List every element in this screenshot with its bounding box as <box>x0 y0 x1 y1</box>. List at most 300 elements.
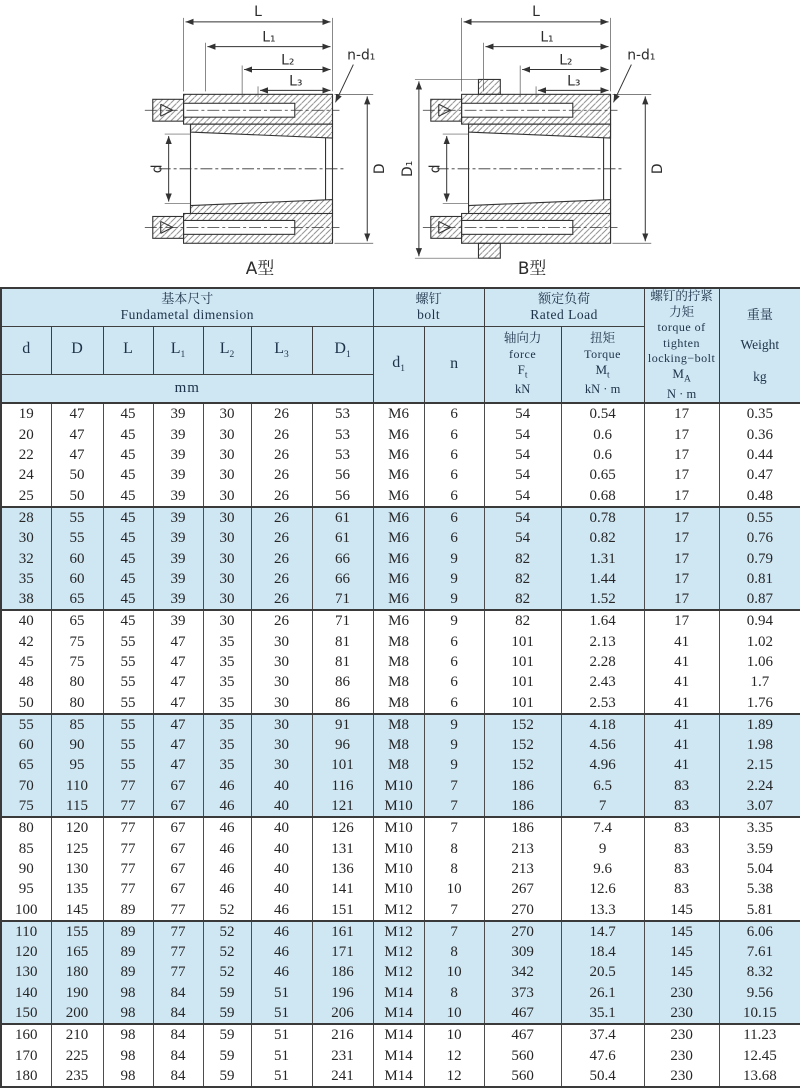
cell: 560 <box>484 1066 561 1087</box>
cell: 2.24 <box>719 776 800 796</box>
cell: 9 <box>424 569 484 589</box>
cell: 42 <box>1 632 51 652</box>
cell: 35 <box>1 569 51 589</box>
cell: 19 <box>1 403 51 424</box>
cell: 86 <box>312 693 373 714</box>
dim-label-D: D <box>650 163 667 175</box>
cell: 30 <box>203 403 251 424</box>
cell: 98 <box>103 1066 153 1087</box>
cell: 53 <box>312 403 373 424</box>
row-group <box>1 1024 800 1087</box>
cell: 66 <box>312 569 373 589</box>
cell: 89 <box>103 900 153 921</box>
cell: 0.55 <box>719 507 800 528</box>
cell: 0.6 <box>561 445 644 465</box>
cell: 130 <box>1 962 51 982</box>
header-basic-dimension: 基本尺寸 Fundametal dimension <box>1 288 373 326</box>
cell: 6 <box>424 465 484 485</box>
cell: 4.56 <box>561 735 644 755</box>
table-row <box>1 425 800 445</box>
cell: 61 <box>312 507 373 528</box>
cell: 7 <box>424 900 484 921</box>
table-row <box>1 652 800 672</box>
cell: 7.4 <box>561 817 644 838</box>
cell: 80 <box>1 817 51 838</box>
table-row <box>1 839 800 859</box>
cell: 47 <box>153 652 203 672</box>
cell: 67 <box>153 859 203 879</box>
cell: 67 <box>153 817 203 838</box>
cell: 51 <box>251 1066 312 1087</box>
cell: 141 <box>312 879 373 899</box>
cell: 46 <box>251 962 312 982</box>
cell: 47 <box>153 735 203 755</box>
cell: 145 <box>644 900 719 921</box>
cell: 89 <box>103 921 153 942</box>
cell: 101 <box>312 755 373 775</box>
cell: 91 <box>312 714 373 735</box>
cell: 77 <box>153 921 203 942</box>
cell: 30 <box>203 425 251 445</box>
cell: 0.68 <box>561 486 644 507</box>
cell: 55 <box>103 714 153 735</box>
cell: 45 <box>103 528 153 548</box>
cell: 40 <box>251 796 312 817</box>
cell: 50.4 <box>561 1066 644 1087</box>
cell: 190 <box>51 983 103 1003</box>
cell: 6.06 <box>719 921 800 942</box>
cell: 41 <box>644 652 719 672</box>
cell: 18.4 <box>561 942 644 962</box>
caption-type-b: B型 <box>517 258 547 279</box>
cell: 46 <box>251 942 312 962</box>
cell: 30 <box>251 735 312 755</box>
cell: 82 <box>484 610 561 631</box>
cell: 47 <box>153 693 203 714</box>
cell: 51 <box>251 1046 312 1066</box>
cell: 1.31 <box>561 549 644 569</box>
cell: 230 <box>644 1066 719 1087</box>
cell: 7 <box>424 796 484 817</box>
table-row <box>1 942 800 962</box>
cell: 96 <box>312 735 373 755</box>
cell: 9 <box>424 755 484 775</box>
cell: 0.47 <box>719 465 800 485</box>
cell: 230 <box>644 1003 719 1024</box>
cell: 45 <box>103 403 153 424</box>
cell: 55 <box>51 507 103 528</box>
cell: 53 <box>312 445 373 465</box>
table-row <box>1 900 800 921</box>
cell: 136 <box>312 859 373 879</box>
cell: 52 <box>203 921 251 942</box>
cell: M8 <box>373 693 424 714</box>
cell: 35.1 <box>561 1003 644 1024</box>
cell: 45 <box>103 549 153 569</box>
cell: M10 <box>373 796 424 817</box>
cell: 1.44 <box>561 569 644 589</box>
table-header <box>1 288 800 403</box>
header-unit-mm: mm <box>1 375 373 404</box>
cell: 75 <box>51 632 103 652</box>
cell: 39 <box>153 569 203 589</box>
cell: 17 <box>644 445 719 465</box>
cell: 186 <box>312 962 373 982</box>
cell: 80 <box>51 693 103 714</box>
header-weight: 重量 Weight kg <box>719 288 800 403</box>
cell: 35 <box>203 652 251 672</box>
cell: 47 <box>153 632 203 652</box>
cell: 10 <box>424 1003 484 1024</box>
cell: 41 <box>644 755 719 775</box>
cell: 35 <box>203 672 251 692</box>
cell: 89 <box>103 962 153 982</box>
cell: M8 <box>373 714 424 735</box>
cell: 235 <box>51 1066 103 1087</box>
cell: 54 <box>484 445 561 465</box>
cell: 17 <box>644 425 719 445</box>
table-row <box>1 879 800 899</box>
cell: 120 <box>51 817 103 838</box>
table-row <box>1 672 800 692</box>
cell: 1.76 <box>719 693 800 714</box>
cell: 56 <box>312 465 373 485</box>
cell: M10 <box>373 776 424 796</box>
cell: 55 <box>103 672 153 692</box>
cell: 11.23 <box>719 1024 800 1045</box>
cell: M14 <box>373 983 424 1003</box>
cell: 171 <box>312 942 373 962</box>
technical-drawings <box>0 0 800 287</box>
cell: M8 <box>373 652 424 672</box>
cell: 20.5 <box>561 962 644 982</box>
dim-label-d: d <box>149 164 166 174</box>
cell: 7 <box>424 817 484 838</box>
flange-tab-bottom <box>478 243 500 258</box>
cell: 25 <box>1 486 51 507</box>
cell: 9.56 <box>719 983 800 1003</box>
cell: 0.44 <box>719 445 800 465</box>
cell: 50 <box>1 693 51 714</box>
cell: M14 <box>373 1003 424 1024</box>
cell: M8 <box>373 755 424 775</box>
cell: 0.36 <box>719 425 800 445</box>
cell: 10 <box>424 962 484 982</box>
cell: M10 <box>373 839 424 859</box>
cell: 41 <box>644 632 719 652</box>
cell: 67 <box>153 879 203 899</box>
cell: 12 <box>424 1066 484 1087</box>
cell: 101 <box>484 693 561 714</box>
cell: 52 <box>203 942 251 962</box>
cell: 30 <box>251 632 312 652</box>
cell: 10 <box>424 1024 484 1045</box>
cell: 30 <box>203 528 251 548</box>
cell: 231 <box>312 1046 373 1066</box>
table-row <box>1 549 800 569</box>
table-row <box>1 776 800 796</box>
cell: 9 <box>424 549 484 569</box>
cell: 59 <box>203 1046 251 1066</box>
cell: 150 <box>1 1003 51 1024</box>
cell: 10.15 <box>719 1003 800 1024</box>
cell: M12 <box>373 942 424 962</box>
cell: 59 <box>203 1003 251 1024</box>
cell: 41 <box>644 714 719 735</box>
cell: 9 <box>424 610 484 631</box>
cell: 115 <box>51 796 103 817</box>
cell: 6 <box>424 425 484 445</box>
cell: 71 <box>312 589 373 610</box>
cell: 65 <box>51 589 103 610</box>
cell: 77 <box>103 859 153 879</box>
cell: 55 <box>103 632 153 652</box>
cell: 4.18 <box>561 714 644 735</box>
cell: 145 <box>644 962 719 982</box>
cell: 45 <box>1 652 51 672</box>
cell: M14 <box>373 1046 424 1066</box>
cell: 67 <box>153 796 203 817</box>
flange-tab-top <box>478 79 500 94</box>
row-group <box>1 507 800 610</box>
dim-label-L3: L₃ <box>567 73 581 90</box>
cell: 26 <box>251 528 312 548</box>
cell: 210 <box>51 1024 103 1045</box>
cell: M14 <box>373 1066 424 1087</box>
cell: 467 <box>484 1003 561 1024</box>
cell: 12.6 <box>561 879 644 899</box>
cell: 373 <box>484 983 561 1003</box>
table-row <box>1 755 800 775</box>
cell: M6 <box>373 549 424 569</box>
table-row <box>1 921 800 942</box>
cell: 3.35 <box>719 817 800 838</box>
cell: 0.6 <box>561 425 644 445</box>
cell: 0.94 <box>719 610 800 631</box>
cell: 77 <box>103 839 153 859</box>
cell: M6 <box>373 528 424 548</box>
cell: 55 <box>103 652 153 672</box>
cell: 155 <box>51 921 103 942</box>
cell: 55 <box>1 714 51 735</box>
cell: 45 <box>103 465 153 485</box>
cell: 54 <box>484 486 561 507</box>
cell: 47 <box>153 672 203 692</box>
cell: 90 <box>51 735 103 755</box>
cell: M10 <box>373 817 424 838</box>
cell: 0.78 <box>561 507 644 528</box>
cell: 47 <box>51 445 103 465</box>
cell: 83 <box>644 776 719 796</box>
cell: 186 <box>484 817 561 838</box>
caption-type-a: A型 <box>245 258 275 279</box>
row-group <box>1 610 800 713</box>
cell: 70 <box>1 776 51 796</box>
cell: 82 <box>484 569 561 589</box>
cell: 9 <box>424 735 484 755</box>
cell: 26 <box>251 549 312 569</box>
cell: 145 <box>644 942 719 962</box>
cell: 7 <box>561 796 644 817</box>
cell: M12 <box>373 900 424 921</box>
cell: 6 <box>424 652 484 672</box>
cell: 40 <box>251 879 312 899</box>
cell: 39 <box>153 549 203 569</box>
cell: 30 <box>203 465 251 485</box>
cell: 86 <box>312 672 373 692</box>
cell: 83 <box>644 796 719 817</box>
header-col-D1: $D_1$ <box>312 326 373 375</box>
cell: M12 <box>373 962 424 982</box>
table-row <box>1 610 800 631</box>
table-row <box>1 445 800 465</box>
cell: 54 <box>484 403 561 424</box>
cell: 39 <box>153 486 203 507</box>
cell: 89 <box>103 942 153 962</box>
table-row <box>1 632 800 652</box>
cell: 6 <box>424 693 484 714</box>
header-tighten-torque: 螺钉的拧紧 力矩 torque of tighten locking−bolt $M_A$ N · m <box>644 288 719 403</box>
cell: 152 <box>484 755 561 775</box>
cell: 30 <box>251 755 312 775</box>
table-row <box>1 403 800 424</box>
cell: 48 <box>1 672 51 692</box>
cell: 39 <box>153 403 203 424</box>
cell: 135 <box>51 879 103 899</box>
cell: 152 <box>484 714 561 735</box>
cell: 213 <box>484 859 561 879</box>
cell: 54 <box>484 425 561 445</box>
cell: 67 <box>153 776 203 796</box>
header-col-L3: $L_3$ <box>251 326 312 375</box>
cell: 8 <box>424 859 484 879</box>
cell: 26 <box>251 569 312 589</box>
cell: 0.81 <box>719 569 800 589</box>
cell: 30 <box>251 714 312 735</box>
cell: 230 <box>644 1024 719 1045</box>
cell: 46 <box>203 859 251 879</box>
drawing-type-a <box>128 2 394 283</box>
cell: 45 <box>103 507 153 528</box>
cell: 26 <box>251 403 312 424</box>
cell: 30 <box>203 589 251 610</box>
cell: 560 <box>484 1046 561 1066</box>
cell: 145 <box>644 921 719 942</box>
cell: 131 <box>312 839 373 859</box>
cell: 26 <box>251 445 312 465</box>
cell: M14 <box>373 1024 424 1045</box>
cell: 4.96 <box>561 755 644 775</box>
table-row <box>1 465 800 485</box>
cell: 30 <box>203 549 251 569</box>
cell: 3.59 <box>719 839 800 859</box>
cell: 30 <box>203 507 251 528</box>
cell: 196 <box>312 983 373 1003</box>
cell: 17 <box>644 486 719 507</box>
cell: 53 <box>312 425 373 445</box>
cell: 26 <box>251 507 312 528</box>
cell: 1.52 <box>561 589 644 610</box>
cell: 46 <box>203 839 251 859</box>
cell: 1.7 <box>719 672 800 692</box>
cell: 46 <box>203 879 251 899</box>
cell: 26 <box>251 425 312 445</box>
cell: 98 <box>103 1003 153 1024</box>
cell: 1.02 <box>719 632 800 652</box>
cell: 7 <box>424 776 484 796</box>
cell: 45 <box>103 589 153 610</box>
cell: 30 <box>203 569 251 589</box>
cell: 84 <box>153 1024 203 1045</box>
table-row <box>1 1003 800 1024</box>
cell: 170 <box>1 1046 51 1066</box>
cell: 77 <box>103 796 153 817</box>
cell: 0.48 <box>719 486 800 507</box>
cell: 101 <box>484 632 561 652</box>
cell: M8 <box>373 672 424 692</box>
cell: 95 <box>1 879 51 899</box>
cell: M10 <box>373 859 424 879</box>
cell: 2.53 <box>561 693 644 714</box>
header-bolt: 螺钉 bolt <box>373 288 484 326</box>
cell: 151 <box>312 900 373 921</box>
cell: 51 <box>251 1024 312 1045</box>
cell: 0.87 <box>719 589 800 610</box>
dim-label-L3: L₃ <box>289 73 303 90</box>
table-row <box>1 817 800 838</box>
cell: 9.6 <box>561 859 644 879</box>
cell: 41 <box>644 735 719 755</box>
cell: 6 <box>424 486 484 507</box>
cell: 7.61 <box>719 942 800 962</box>
cell: 54 <box>484 465 561 485</box>
cell: 140 <box>1 983 51 1003</box>
cell: 77 <box>153 962 203 982</box>
cell: 180 <box>1 1066 51 1087</box>
cell: 126 <box>312 817 373 838</box>
cell: 230 <box>644 1046 719 1066</box>
cell: 120 <box>1 942 51 962</box>
table-row <box>1 714 800 735</box>
cell: 40 <box>1 610 51 631</box>
dim-label-L2: L₂ <box>281 52 295 69</box>
cell: 35 <box>203 632 251 652</box>
cell: 17 <box>644 528 719 548</box>
cell: 9 <box>561 839 644 859</box>
header-col-n: n <box>424 326 484 403</box>
cell: 342 <box>484 962 561 982</box>
cell: 17 <box>644 589 719 610</box>
cell: 6 <box>424 672 484 692</box>
cell: 90 <box>1 859 51 879</box>
cell: 75 <box>51 652 103 672</box>
cell: 7 <box>424 921 484 942</box>
cell: 10 <box>424 879 484 899</box>
cell: 160 <box>1 1024 51 1045</box>
cell: 85 <box>1 839 51 859</box>
cell: 46 <box>203 776 251 796</box>
cell: 17 <box>644 403 719 424</box>
cell: 30 <box>251 693 312 714</box>
cell: 35 <box>203 714 251 735</box>
cell: M6 <box>373 403 424 424</box>
cell: 35 <box>203 693 251 714</box>
cell: 77 <box>153 900 203 921</box>
cell: 145 <box>51 900 103 921</box>
cell: 13.68 <box>719 1066 800 1087</box>
cell: 66 <box>312 549 373 569</box>
cell: 65 <box>51 610 103 631</box>
